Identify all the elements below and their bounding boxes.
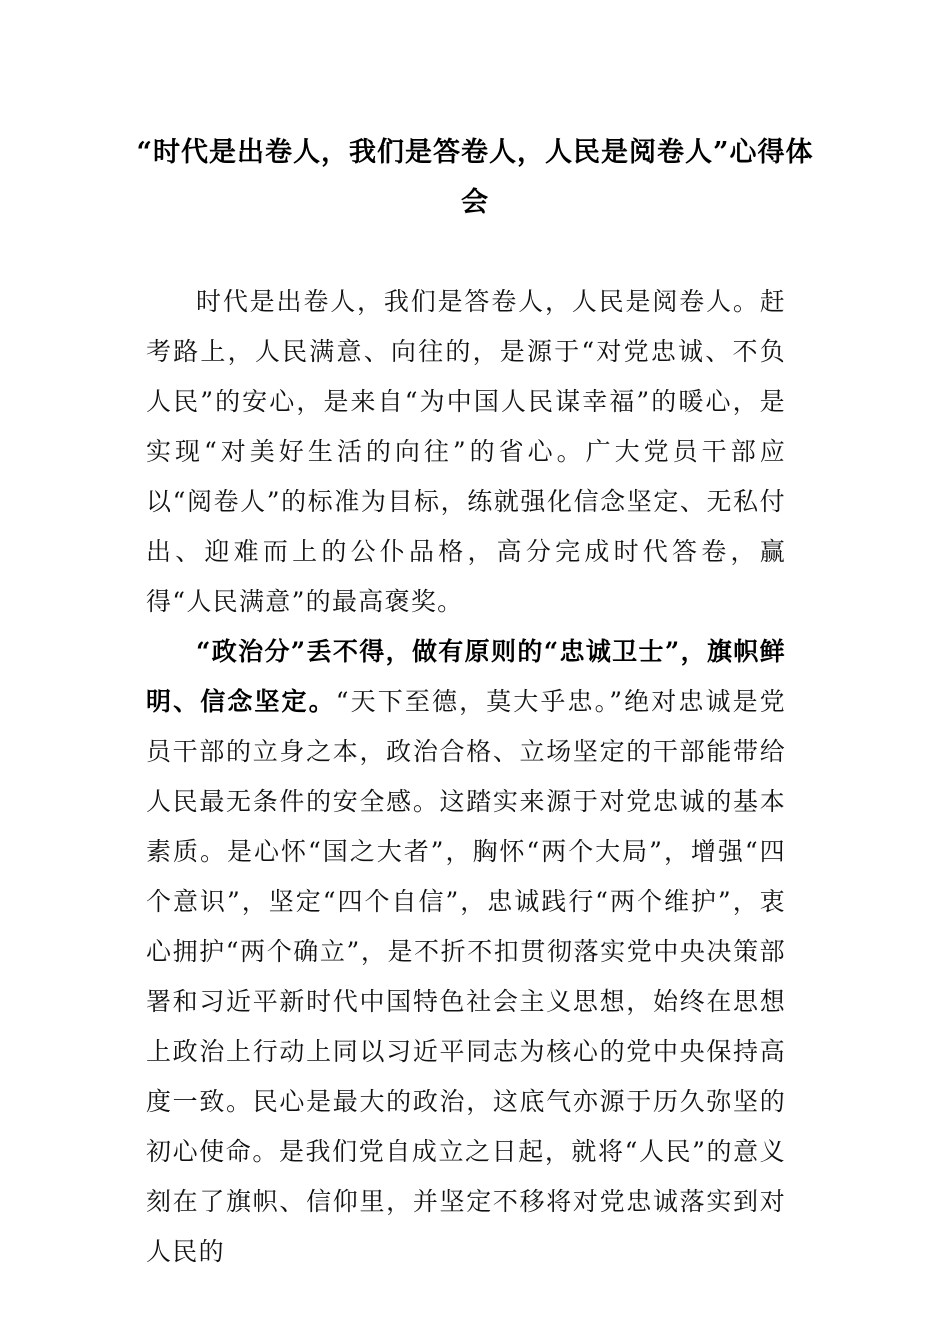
paragraph-intro: [146, 277, 786, 627]
paragraph-lead: “政治分”丢不得，做有原则的“忠诚卫士”，旗帜鲜明、信念坚定。: [146, 637, 786, 716]
paragraph-text: 时代是出卷人，我们是答卷人，人民是阅卷人。赶考路上，人民满意、向往的，是源于“对党忠诚、不负人民”的安心，是来自“为中国人民谋幸福”的暖心，是实现“对美好生活的向往”的省心。广大党员干部应以“阅卷人”的标准为目标，练就强化信念坚定、无私付出、迎难而上的公仆品格，高分完成时代答卷，赢得“人民满意”的最高褒奖。: [146, 287, 786, 616]
document-title: “时代是出卷人，我们是答卷人，人民是阅卷人”心得体会: [136, 137, 814, 218]
paragraph-text: “天下至德，莫大乎忠。”绝对忠诚是党员干部的立身之本，政治合格、立场坚定的干部能带给人民最无条件的安全感。这踏实来源于对党忠诚的基本素质。是心怀“国之大者”，胸怀“两个大局”，增强“四个意识”，坚定“四个自信”，忠诚践行“两个维护”，衷心拥护“两个确立”，是不折不扣贯彻落实党中央决策部署和习近平新时代中国特色社会主义思想，始终在思想上政治上行动上同以习近平同志为核心的党中央保持高度一致。民心是最大的政治，这底气亦源于历久弥坚的初心使命。是我们党自成立之日起，就将“人民”的意义刻在了旗帜、信仰里，并坚定不移将对党忠诚落实到对人民的: [146, 687, 786, 1266]
document-body: [146, 277, 786, 1277]
paragraph-political-score: [146, 627, 786, 1277]
